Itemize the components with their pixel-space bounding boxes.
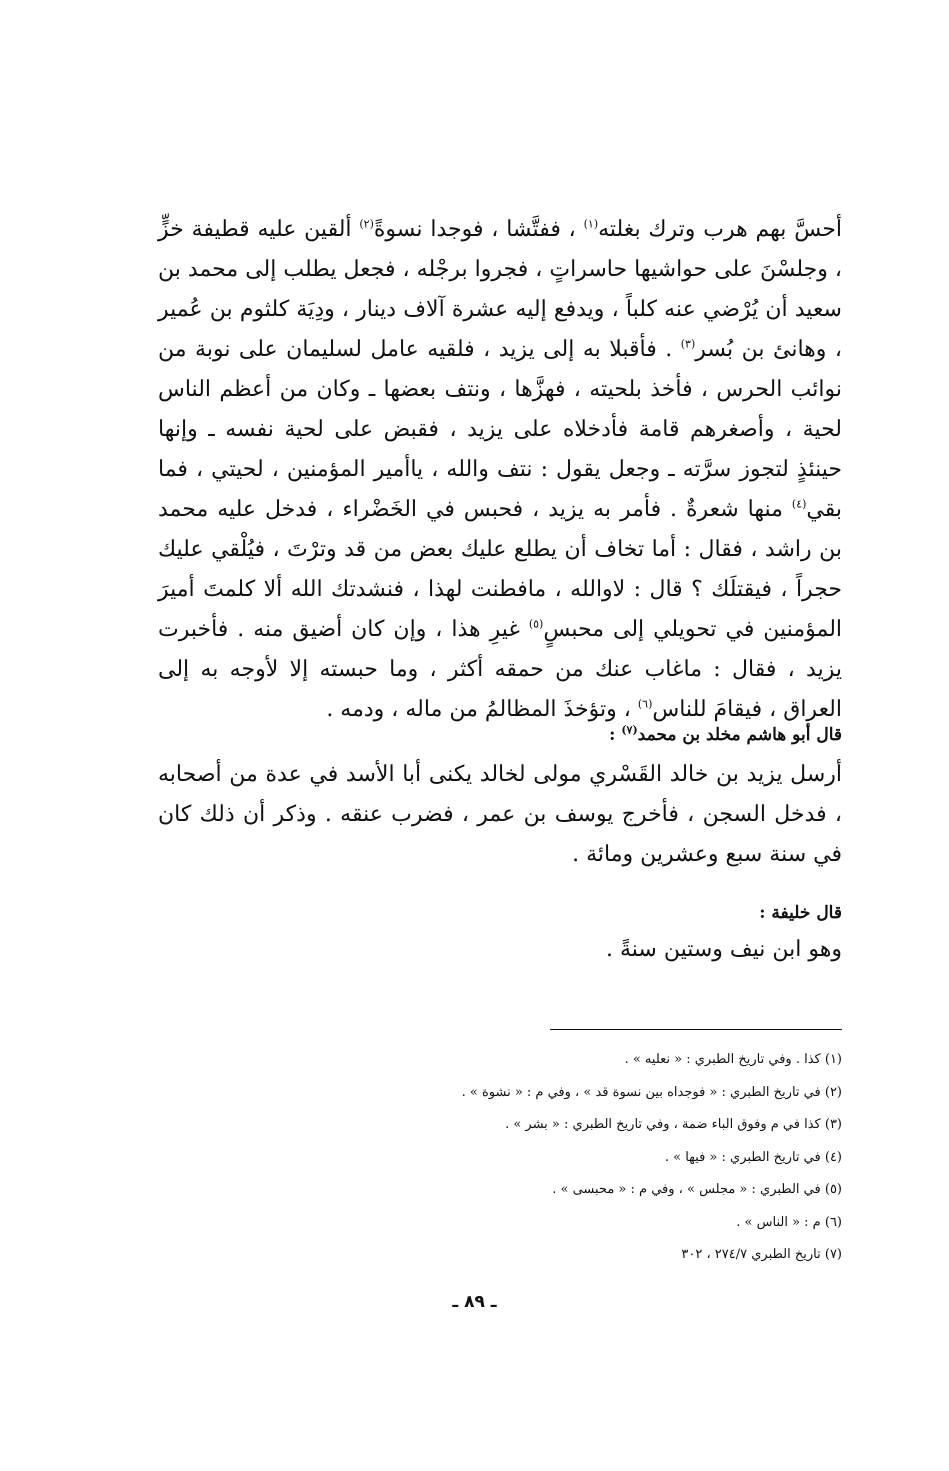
footnote-marker-4: (٤): [791, 497, 807, 511]
text-segment: ، ففتَّشا ، فوجدا نسوةً: [373, 217, 584, 242]
footnote-marker-1: (١): [583, 217, 599, 231]
footnote-marker-5: (٥): [528, 617, 544, 631]
text-segment: منها شعرةٌ . فأمر به يزيد ، فحبس في الخَضْراء ، فدخل عليه محمد بن راشد ، فقال : أما تخاف أن يطلع عليك بعض من قد وترْتَ ، فيُلْقي عليك حجراً ، فيقتلَك ؟ قال : لاوالله ، مافطنت لهذا ، فنشدتك الله ألا كلمتَ أميرَ المؤمنين في تحويلي إلى محبسٍ: [158, 497, 843, 642]
text-segment: . فأقبلا به إلى يزيد ، فلقيه عامل لسليمان على نوبة من نوائب الحرس ، فأخذ بلحيته ، فهزَّها ، ونتف بعضها ـ وكان من أعظم الناس لحية ، وأصغرهم قامة فأدخلاه على يزيد ، فقبض على لحية نفسه ـ وإنها حينئذٍ لتجوز سرَّته ـ وجعل يقول : نتف والله ، ياأمير المؤمنين ، لحيتي ، فما بقي: [158, 337, 842, 522]
footnote-7: (٧) تاريخ الطبري ٢٧٤/٧ ، ٣٠٢: [681, 1247, 842, 1262]
text-segment: غيرِ هذا ، وإن كان أضيق منه . فأخبرت يزيد ، فقال : ماغاب عنك من حمقه أكثر ، وما حبسته إلا لأوجه به إلى العراق ، فيقامَ للناس: [158, 617, 842, 722]
main-paragraph: [158, 210, 842, 730]
footnote-divider: [550, 1029, 842, 1030]
footnote-1: (١) كذا . وفي تاريخ الطبري : « نعليه » .: [624, 1052, 842, 1067]
paragraph-age: وهو ابن نيف وستين سنةً .: [605, 937, 842, 962]
footnote-5: (٥) في الطبري : « مجلس » ، وفي م : « محبسى » .: [552, 1182, 842, 1197]
footnote-marker-7: (٧): [621, 723, 638, 737]
footnote-3: (٣) كذا في م وفوق الباء ضمة ، وفي تاريخ الطبري : « بشر » .: [505, 1117, 842, 1132]
page-number: ـ ٨٩ ـ: [452, 1292, 497, 1312]
paragraph-execution: أرسل يزيد بن خالد القَسْري مولى لخالد يكنى أبا الأسد في عدة من أصحابه ، فدخل السجن ، فأخرج يوسف بن عمر ، فضرب عنقه . وذكر أن ذلك كان في سنة سبع وعشرين ومائة .: [158, 762, 842, 867]
section-heading-khalifa: قال خليفة :: [759, 903, 842, 923]
footnotes-block: [158, 1044, 842, 1272]
footnote-marker-2: (٢): [359, 217, 374, 231]
footnote-2: (٢) في تاريخ الطبري : « فوجداه بين نسوة قد » ، وفي م : « نشوة » .: [461, 1084, 842, 1100]
text-segment: ألقين عليه قطيفة خزٍّ ، وجلسْنَ على حواشيها حاسراتٍ ، فجروا برجْله ، فجعل يطلب إلى محمد بن سعيد أن يُرْضي عنه كلباً ، ويدفع إليه عشرة آلاف دينار ، ودِيَة كلثوم بن عُمير ، وهانئ بن بُسر: [158, 217, 842, 362]
footnote-marker-3: (٣): [680, 337, 696, 351]
heading-colon: :: [609, 725, 622, 745]
footnote-4: (٤) في تاريخ الطبري : « فيها » .: [664, 1149, 842, 1165]
heading-text: قال أبو هاشم مخلد بن محمد: [637, 725, 842, 745]
footnote-6: (٦) م : « الناس » .: [736, 1214, 842, 1230]
section-heading-abu-hashim: [158, 722, 842, 748]
text-segment: أحسَّ بهم هرب وترك بغلته: [598, 217, 843, 242]
text-segment: ، وتؤخذَ المظالمُ من ماله ، ودمه .: [326, 697, 638, 722]
footnote-marker-6: (٦): [637, 697, 653, 711]
